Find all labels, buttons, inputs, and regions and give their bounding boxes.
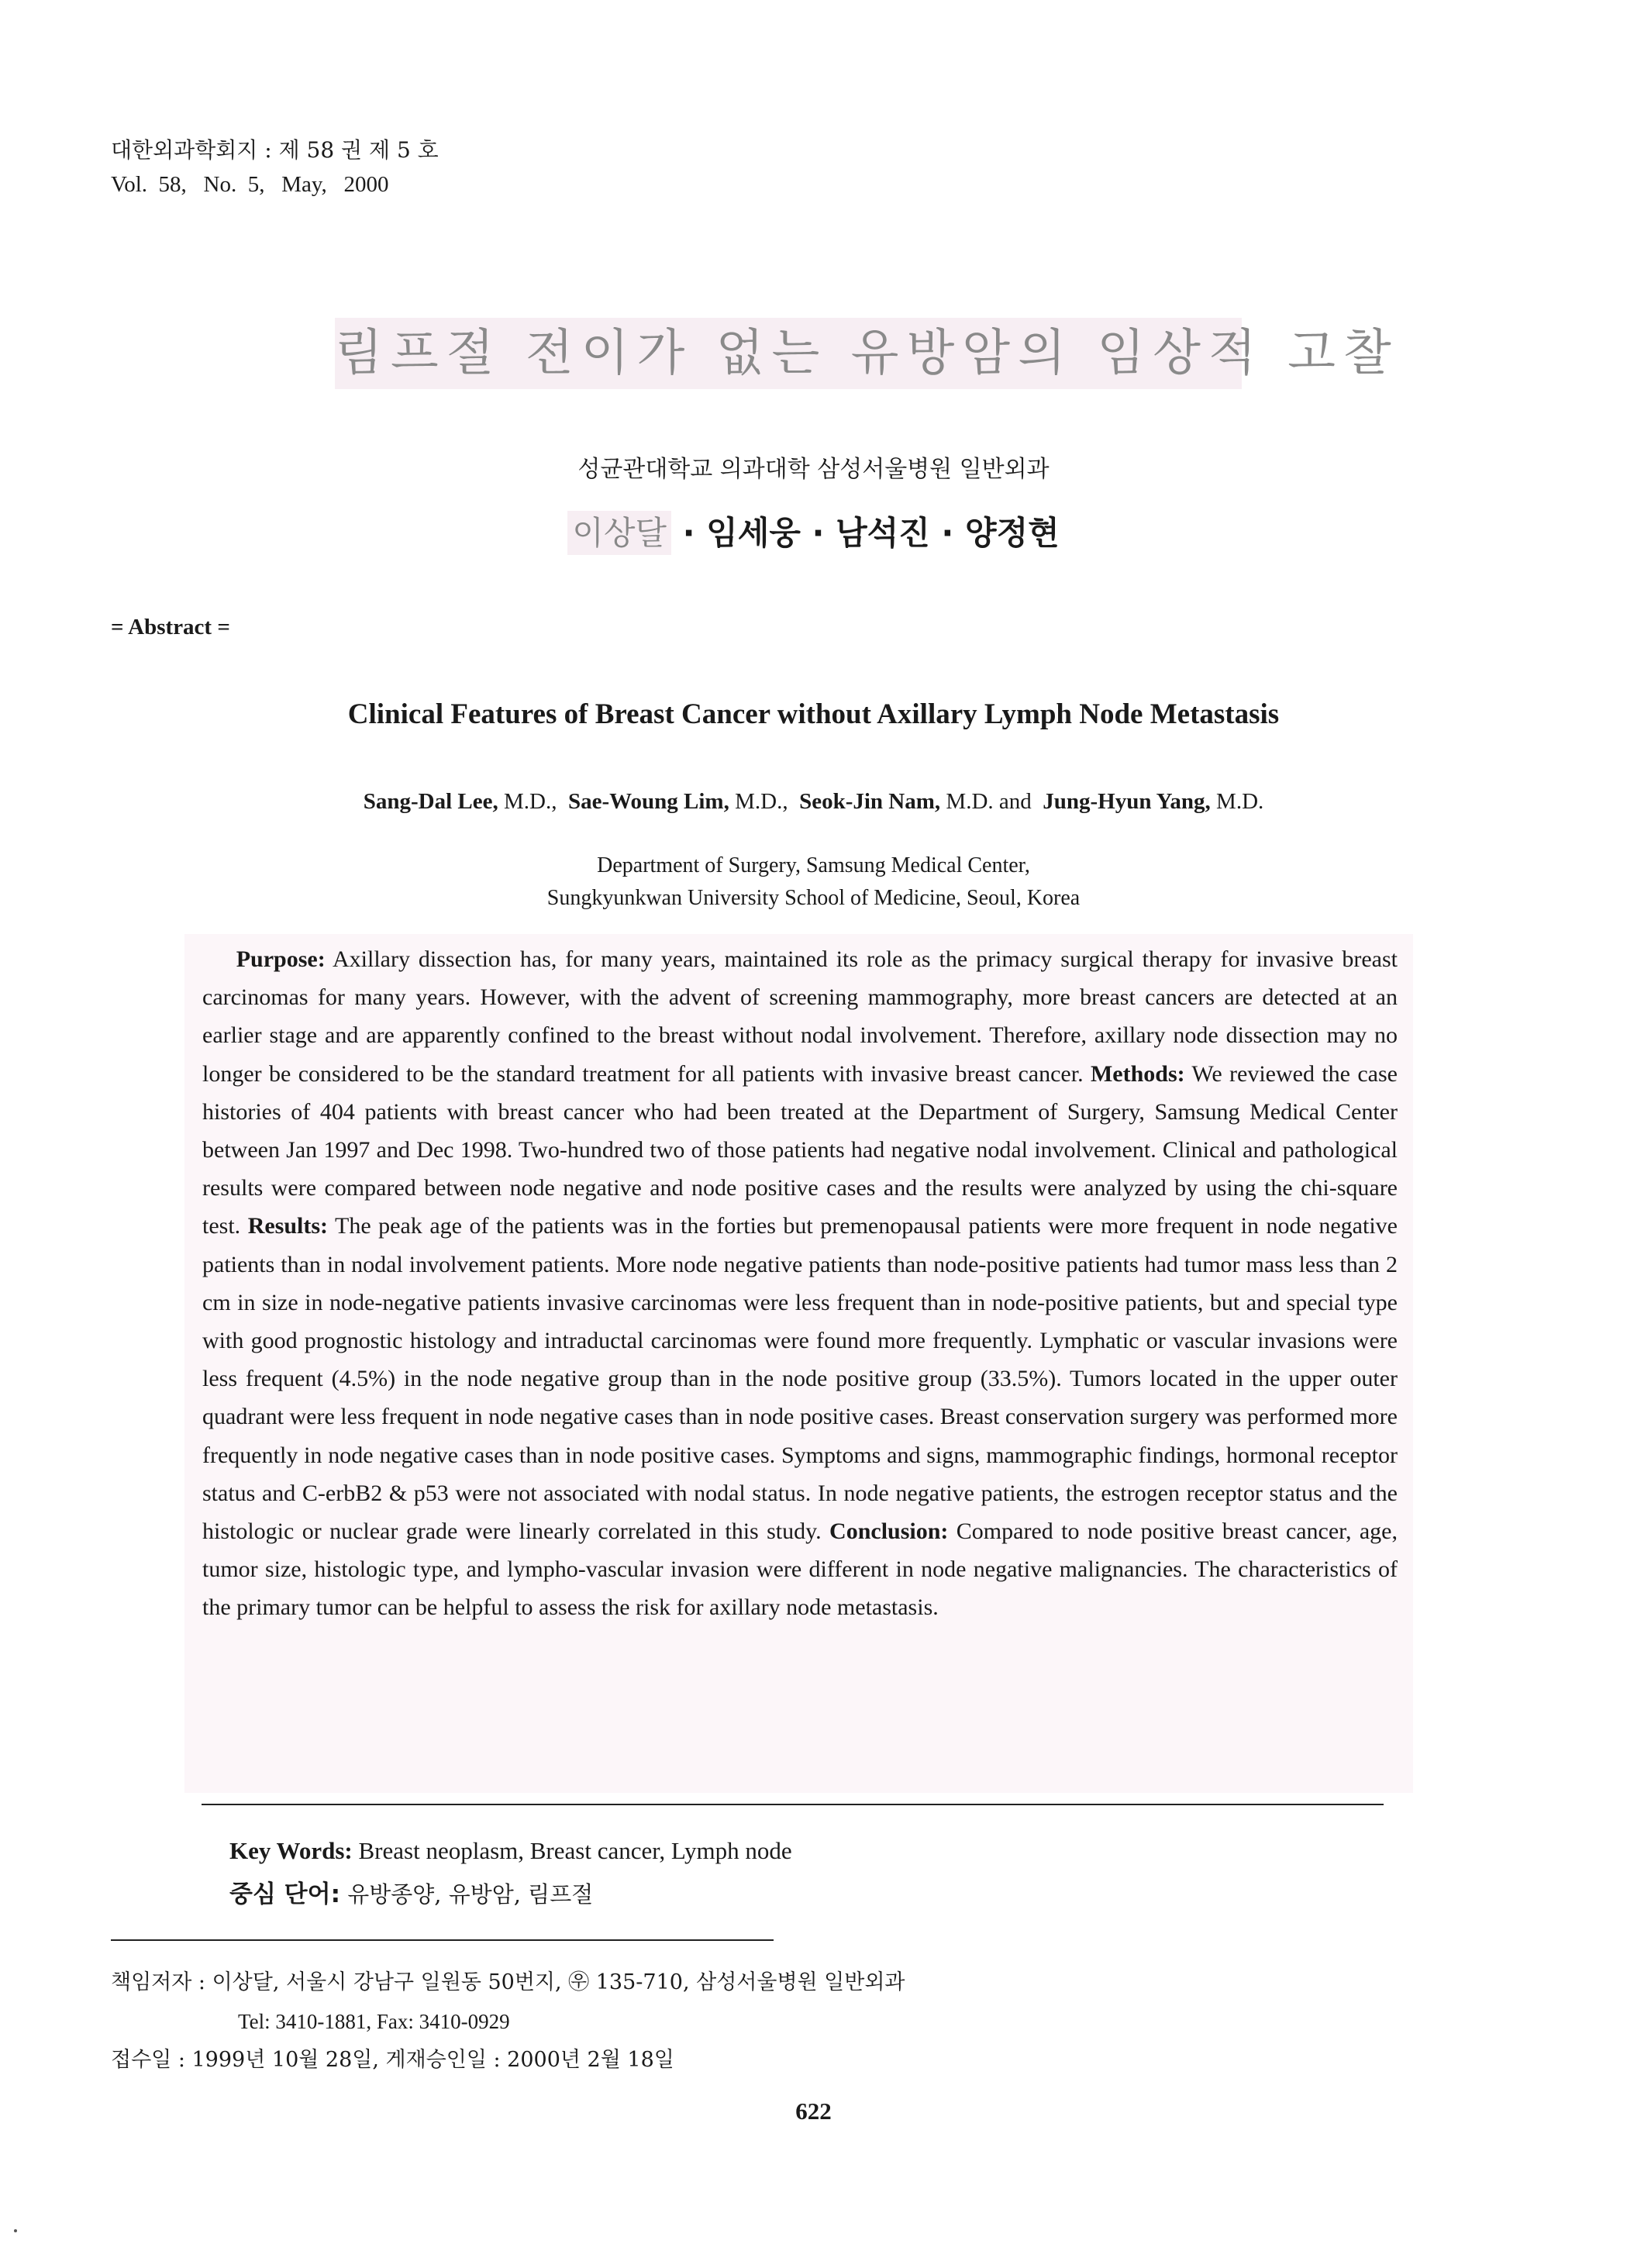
department: [0, 850, 1627, 915]
keywords-en-label: Key Words:: [229, 1837, 353, 1864]
author-degree: M.D. and: [940, 789, 1032, 814]
korean-authors: [0, 508, 1627, 554]
author-name: Jung-Hyun Yang,: [1043, 789, 1211, 814]
page-number: 622: [795, 2097, 832, 2125]
abstract-divider: [202, 1804, 1384, 1805]
korean-first-author: 이상달: [567, 511, 671, 555]
purpose-label: Purpose:: [236, 946, 326, 972]
keywords-ko-label: 중심 단어:: [229, 1880, 340, 1908]
corresponding-author: 책임저자 : 이상달, 서울시 강남구 일원동 50번지, ㉾ 135-710, 삼성서울병원 일반외과: [111, 1970, 905, 1994]
received-accepted-dates: 접수일 : 1999년 10월 28일, 게재승인일 : 2000년 2월 18일: [111, 2048, 674, 2072]
author-degree: M.D.,: [729, 789, 788, 814]
korean-other-authors: · 임세웅 · 남석진 · 양정현: [670, 514, 1060, 552]
abstract-body: [184, 934, 1413, 1793]
footnote: [111, 1963, 905, 2080]
results-text: The peak age of the patients was in the forties but premenopausal patients were more frequent in node negative patients than in nodal involvement patients. More node negative patients than node-positive patients had tumor mass less than 2 cm in size in node-negative patients invasive carcinomas were less frequent than in node-positive patients, but and special type with good prognostic histology and intraductal carcinomas were found more frequently. Lymphatic or vascular invasions were less frequent (4.5%) in the node negative group than in the node positive group (33.5%). Tumors located in the upper outer quadrant were less frequent in node negative cases than in node positive cases. Breast conservation surgery was performed more frequently in node negative cases than in node positive cases. Symptoms and signs, mammographic findings, hormonal receptor status and C-erbB2 & p53 were not associated with nodal status. In node negative patients, the estrogen receptor status and the histologic or nuclear grade were linearly correlated in this study.: [202, 1213, 1398, 1545]
methods-text: We reviewed the case histories of 404 patients with breast cancer who had been treated at the Department of Surgery, Samsung Medical Center between Jan 1997 and Dec 1998. Two-hundred two of those patients had negative nodal involvement. Clinical and pathological results were compared between node negative and node positive cases and the results were analyzed by using the chi-square test.: [202, 1060, 1398, 1239]
author-degree: M.D.,: [498, 789, 557, 814]
department-line-1: Department of Surgery, Samsung Medical Center,: [597, 853, 1030, 877]
korean-title: 림프절 전이가 없는 유방암의 임상적 고찰: [335, 318, 1242, 389]
journal-line-en: Vol. 58, No. 5, May, 2000: [111, 172, 389, 197]
journal-header: [111, 133, 439, 202]
author-name: Sae-Woung Lim,: [567, 789, 729, 814]
purpose-text: Axillary dissection has, for many years, maintained its role as the primacy surgical therapy for invasive breast carcinomas for many years. However, with the advent of screening mammography, more breast cancers are detected at an earlier stage and are apparently confined to the breast without nodal involvement. Therefore, axillary node dissection may no longer be considered to be the standard treatment for all patients with invasive breast cancer.: [202, 946, 1398, 1087]
scan-speck: [14, 2229, 17, 2232]
footnote-divider: [111, 1939, 774, 1941]
english-title: Clinical Features of Breast Cancer without Axillary Lymph Node Metastasis: [347, 698, 1280, 730]
conclusion-label: Conclusion:: [829, 1518, 949, 1545]
abstract-label: = Abstract =: [111, 615, 230, 639]
keywords: [229, 1829, 792, 1916]
journal-line-ko: 대한외과학회지 : 제 58 권 제 5 호: [111, 137, 439, 163]
contact-info: Tel: 3410-1881, Fax: 3410-0929: [238, 2010, 510, 2033]
english-authors: [0, 789, 1627, 815]
korean-affiliation: 성균관대학교 의과대학 삼성서울병원 일반외과: [577, 456, 1050, 483]
keywords-en-values: Breast neoplasm, Breast cancer, Lymph node: [352, 1837, 792, 1864]
keywords-ko-values: 유방종양, 유방암, 림프절: [340, 1881, 594, 1908]
department-line-2: Sungkyunkwan University School of Medicine, Seoul, Korea: [546, 886, 1081, 910]
author-name: Seok-Jin Nam,: [799, 789, 941, 814]
methods-label: Methods:: [1090, 1060, 1185, 1087]
results-label: Results:: [247, 1213, 329, 1239]
conclusion-text: Compared to node positive breast cancer, age, tumor size, histologic type, and lympho-vascular invasion were different in node negative malignancies. The characteristics of the primary tumor can be helpful to assess the risk for axillary node metastasis.: [202, 1518, 1398, 1621]
author-name: Sang-Dal Lee,: [363, 789, 498, 814]
author-degree: M.D.: [1210, 789, 1264, 814]
